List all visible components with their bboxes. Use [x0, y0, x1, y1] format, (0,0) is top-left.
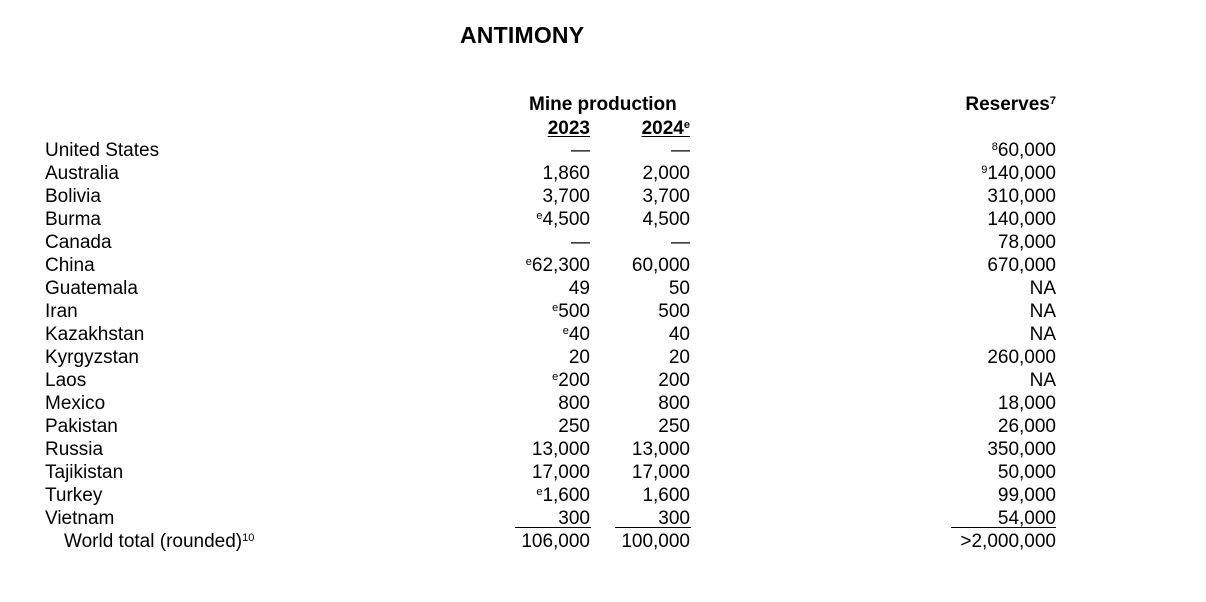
- reserves-value: [1030, 370, 1056, 392]
- table-row: [0, 301, 1206, 324]
- table-row: [0, 232, 1206, 255]
- country-name: Mexico: [45, 393, 106, 414]
- production-2023: [532, 439, 590, 461]
- country-name: Russia: [45, 439, 104, 460]
- reserves-footnote-marker: 7: [1049, 95, 1056, 107]
- world-total-2023: 106,000: [521, 531, 590, 552]
- production-2024: 1,600: [642, 485, 690, 506]
- reserves-value: [998, 416, 1056, 438]
- country-name: Pakistan: [45, 416, 118, 437]
- country-name: Bolivia: [45, 186, 101, 207]
- country-name: United States: [45, 140, 160, 161]
- reserves-value-text: NA: [1029, 301, 1056, 322]
- table-row: [0, 370, 1206, 393]
- reserves-value-text: 50,000: [997, 462, 1056, 483]
- reserves-value: [981, 163, 1056, 185]
- reserves-value: [987, 186, 1056, 208]
- production-2023-value: 3,700: [542, 186, 590, 207]
- footnote-marker: 8: [991, 141, 998, 153]
- production-2023-value: 1,860: [542, 163, 590, 184]
- reserves-value-text: NA: [1029, 324, 1056, 345]
- reserves-value-text: 54,000: [997, 508, 1056, 529]
- production-2023-value: 1,600: [542, 485, 590, 506]
- table-row: [0, 278, 1206, 301]
- production-2023: [571, 232, 590, 254]
- production-2023-value: 62,300: [531, 255, 590, 276]
- reserves-value: [1030, 301, 1056, 323]
- world-total-row: [0, 531, 1206, 554]
- production-2023-value: 40: [568, 324, 590, 345]
- reserves-value-text: 350,000: [987, 439, 1056, 460]
- world-total-footnote-marker: 10: [242, 532, 255, 544]
- reserves-value-text: 140,000: [987, 163, 1056, 184]
- reserves-header: [965, 94, 1056, 116]
- footnote-marker: 9: [981, 164, 988, 176]
- country-name: Kazakhstan: [45, 324, 145, 345]
- estimate-marker: e: [536, 486, 543, 498]
- production-2023: [536, 485, 590, 507]
- production-2023: [526, 255, 590, 277]
- country-name: Guatemala: [45, 278, 138, 299]
- year-2024-estimate-marker: e: [683, 119, 690, 131]
- estimate-marker: e: [552, 302, 559, 314]
- production-2023: [563, 324, 590, 346]
- production-2023: [532, 462, 590, 484]
- country-name: Laos: [45, 370, 87, 391]
- reserves-value: [987, 347, 1056, 369]
- page-title: ANTIMONY: [460, 22, 585, 48]
- production-2023-value: 300: [558, 508, 590, 529]
- production-2024: 4,500: [642, 209, 690, 230]
- estimate-marker: e: [525, 256, 532, 268]
- reserves-header-label: Reserves: [965, 94, 1050, 115]
- country-name: Vietnam: [45, 508, 115, 529]
- table-row: [0, 347, 1206, 370]
- production-2023: [569, 278, 590, 300]
- reserves-value-text: 78,000: [997, 232, 1056, 253]
- year-2024-header: [642, 118, 690, 140]
- production-2023: [558, 393, 590, 415]
- production-2023: [536, 209, 590, 231]
- production-2023: [558, 416, 590, 438]
- country-name: Turkey: [45, 485, 103, 506]
- reserves-value-text: 18,000: [997, 393, 1056, 414]
- production-2023-value: 4,500: [542, 209, 590, 230]
- production-2024: 3,700: [642, 186, 690, 207]
- reserves-value: [998, 485, 1056, 507]
- estimate-marker: e: [562, 325, 569, 337]
- production-2024: 60,000: [631, 255, 690, 276]
- production-2024: 200: [658, 370, 690, 391]
- world-total-label: [64, 531, 254, 553]
- total-rule-reserves: [951, 527, 1056, 528]
- production-2024: 50: [668, 278, 690, 299]
- production-2023: [569, 347, 590, 369]
- estimate-marker: e: [552, 371, 559, 383]
- reserves-value: [987, 209, 1056, 231]
- reserves-value-text: NA: [1029, 370, 1056, 391]
- production-2023: [552, 370, 590, 392]
- reserves-value-text: 670,000: [987, 255, 1056, 276]
- total-rule-2023: [515, 527, 591, 528]
- reserves-value-text: 99,000: [997, 485, 1056, 506]
- year-2023-header: 2023: [547, 118, 590, 139]
- production-2024: 13,000: [631, 439, 690, 460]
- production-2023-value: 200: [558, 370, 590, 391]
- production-2023-value: 17,000: [531, 462, 590, 483]
- country-name: Canada: [45, 232, 112, 253]
- production-2023-value: —: [571, 232, 590, 253]
- reserves-value: [998, 393, 1056, 415]
- production-2023-value: 20: [568, 347, 590, 368]
- year-2024-label: 2024: [641, 118, 684, 139]
- total-rule-2024: [615, 527, 691, 528]
- production-2024: 500: [658, 301, 690, 322]
- production-2023: [571, 140, 590, 162]
- production-2023-value: 800: [558, 393, 590, 414]
- table-row: [0, 485, 1206, 508]
- production-2024: 800: [658, 393, 690, 414]
- production-2024: 20: [668, 347, 690, 368]
- reserves-value-text: NA: [1029, 278, 1056, 299]
- production-2024: 250: [658, 416, 690, 437]
- table-row: [0, 324, 1206, 347]
- production-2024: 2,000: [642, 163, 690, 184]
- production-2023-value: —: [571, 140, 590, 161]
- production-table: [0, 140, 1206, 554]
- country-name: Iran: [45, 301, 78, 322]
- table-row: [0, 462, 1206, 485]
- table-row: [0, 140, 1206, 163]
- reserves-value-text: 260,000: [987, 347, 1056, 368]
- reserves-value: [992, 140, 1056, 162]
- production-2023: [542, 186, 590, 208]
- country-name: Kyrgyzstan: [45, 347, 139, 368]
- production-2023-value: 250: [558, 416, 590, 437]
- world-total-label-text: World total (rounded): [64, 531, 243, 552]
- country-name: Tajikistan: [45, 462, 124, 483]
- production-2023-value: 49: [568, 278, 590, 299]
- production-2024: 17,000: [631, 462, 690, 483]
- production-2023: [552, 301, 590, 323]
- production-2024: —: [671, 140, 690, 161]
- table-row: [0, 186, 1206, 209]
- country-name: Burma: [45, 209, 101, 230]
- table-row: [0, 209, 1206, 232]
- reserves-value-text: 310,000: [987, 186, 1056, 207]
- production-2024: —: [671, 232, 690, 253]
- estimate-marker: e: [536, 210, 543, 222]
- production-2023-value: 500: [558, 301, 590, 322]
- mine-production-header: Mine production: [529, 94, 677, 115]
- table-row: [0, 416, 1206, 439]
- reserves-value-text: 26,000: [997, 416, 1056, 437]
- reserves-value: [1030, 324, 1056, 346]
- reserves-value-text: 140,000: [987, 209, 1056, 230]
- table-row: [0, 393, 1206, 416]
- table-row: [0, 439, 1206, 462]
- reserves-value: [1030, 278, 1056, 300]
- production-2023-value: 13,000: [531, 439, 590, 460]
- country-name: China: [45, 255, 95, 276]
- reserves-value: [987, 439, 1056, 461]
- production-2024: 40: [668, 324, 690, 345]
- reserves-value: [998, 232, 1056, 254]
- production-2023: [542, 163, 590, 185]
- reserves-value: [987, 255, 1056, 277]
- table-row: [0, 255, 1206, 278]
- table-row: [0, 163, 1206, 186]
- country-name: Australia: [45, 163, 119, 184]
- production-2024: 300: [658, 508, 690, 529]
- reserves-value: [998, 462, 1056, 484]
- world-total-2024: 100,000: [621, 531, 690, 552]
- world-total-reserves: >2,000,000: [960, 531, 1056, 552]
- reserves-value-text: 60,000: [997, 140, 1056, 161]
